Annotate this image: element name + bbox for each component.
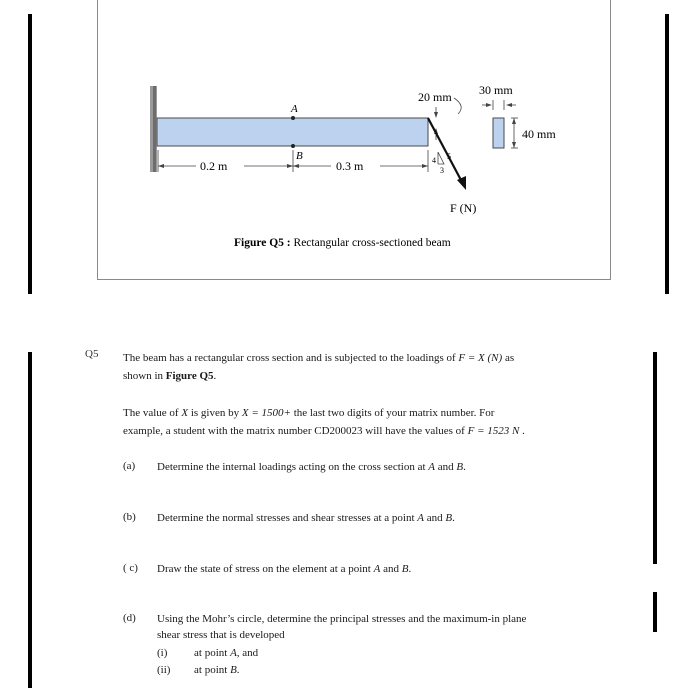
item-c-text: Draw the state of stress on the element at a point A and B. [157,563,412,575]
scan-edge-right-top [665,14,669,294]
subitem-i-text: at point A, and [194,647,259,659]
slope-3: 3 [440,166,444,175]
item-a-text: Determine the internal loadings acting on the cross section at A and B. [157,461,466,473]
dim-0-3m: 0.3 m [336,159,364,173]
beam [157,118,428,146]
scan-edge-left-bottom [28,352,32,688]
item-a-label: (a) [123,460,136,472]
subitem-i-label: (i) [157,647,168,659]
point-b-marker [291,144,295,148]
figure-caption: Figure Q5 : Rectangular cross-sectioned beam [234,237,451,249]
force-arrow [428,118,462,182]
scan-edge-right-bottom-2 [653,592,657,632]
point-a-marker [291,116,295,120]
item-d-text: Using the Mohr’s circle, determine the principal stresses and the maximum-in plane shear stress that is developed [157,613,527,641]
slope-4: 4 [432,156,436,165]
question-value-paragraph: The value of X is given by X = 1500+ the last two digits of your matrix number. For example, a student with the matrix number CD200023 will have the values of F = 1523 N . [123,407,525,437]
scan-edge-right-bottom-1 [653,352,657,564]
dim-20mm: 20 mm [418,90,452,104]
beam-figure [98,0,610,279]
cross-section [493,118,504,148]
force-label: F (N) [450,201,477,215]
dim-0-2m: 0.2 m [200,159,228,173]
question-number: Q5 [85,348,99,360]
subitem-ii-label: (ii) [157,664,171,676]
point-b-label: B [296,150,303,162]
slope-5: 5 [447,152,451,161]
figure-frame [97,0,611,280]
item-c-label: ( c) [123,562,138,574]
dim-30mm: 30 mm [479,83,513,97]
scan-edge-left-top [28,14,32,294]
question-intro: The beam has a rectangular cross section and is subjected to the loadings of F = X (N) as shown in Figure Q5. [123,352,515,382]
point-a-label: A [291,103,298,115]
subitem-ii-text: at point B. [194,664,240,676]
dim-40mm: 40 mm [522,127,556,141]
item-d-label: (d) [123,612,136,624]
item-b-text: Determine the normal stresses and shear stresses at a point A and B. [157,512,455,524]
item-b-label: (b) [123,511,136,523]
